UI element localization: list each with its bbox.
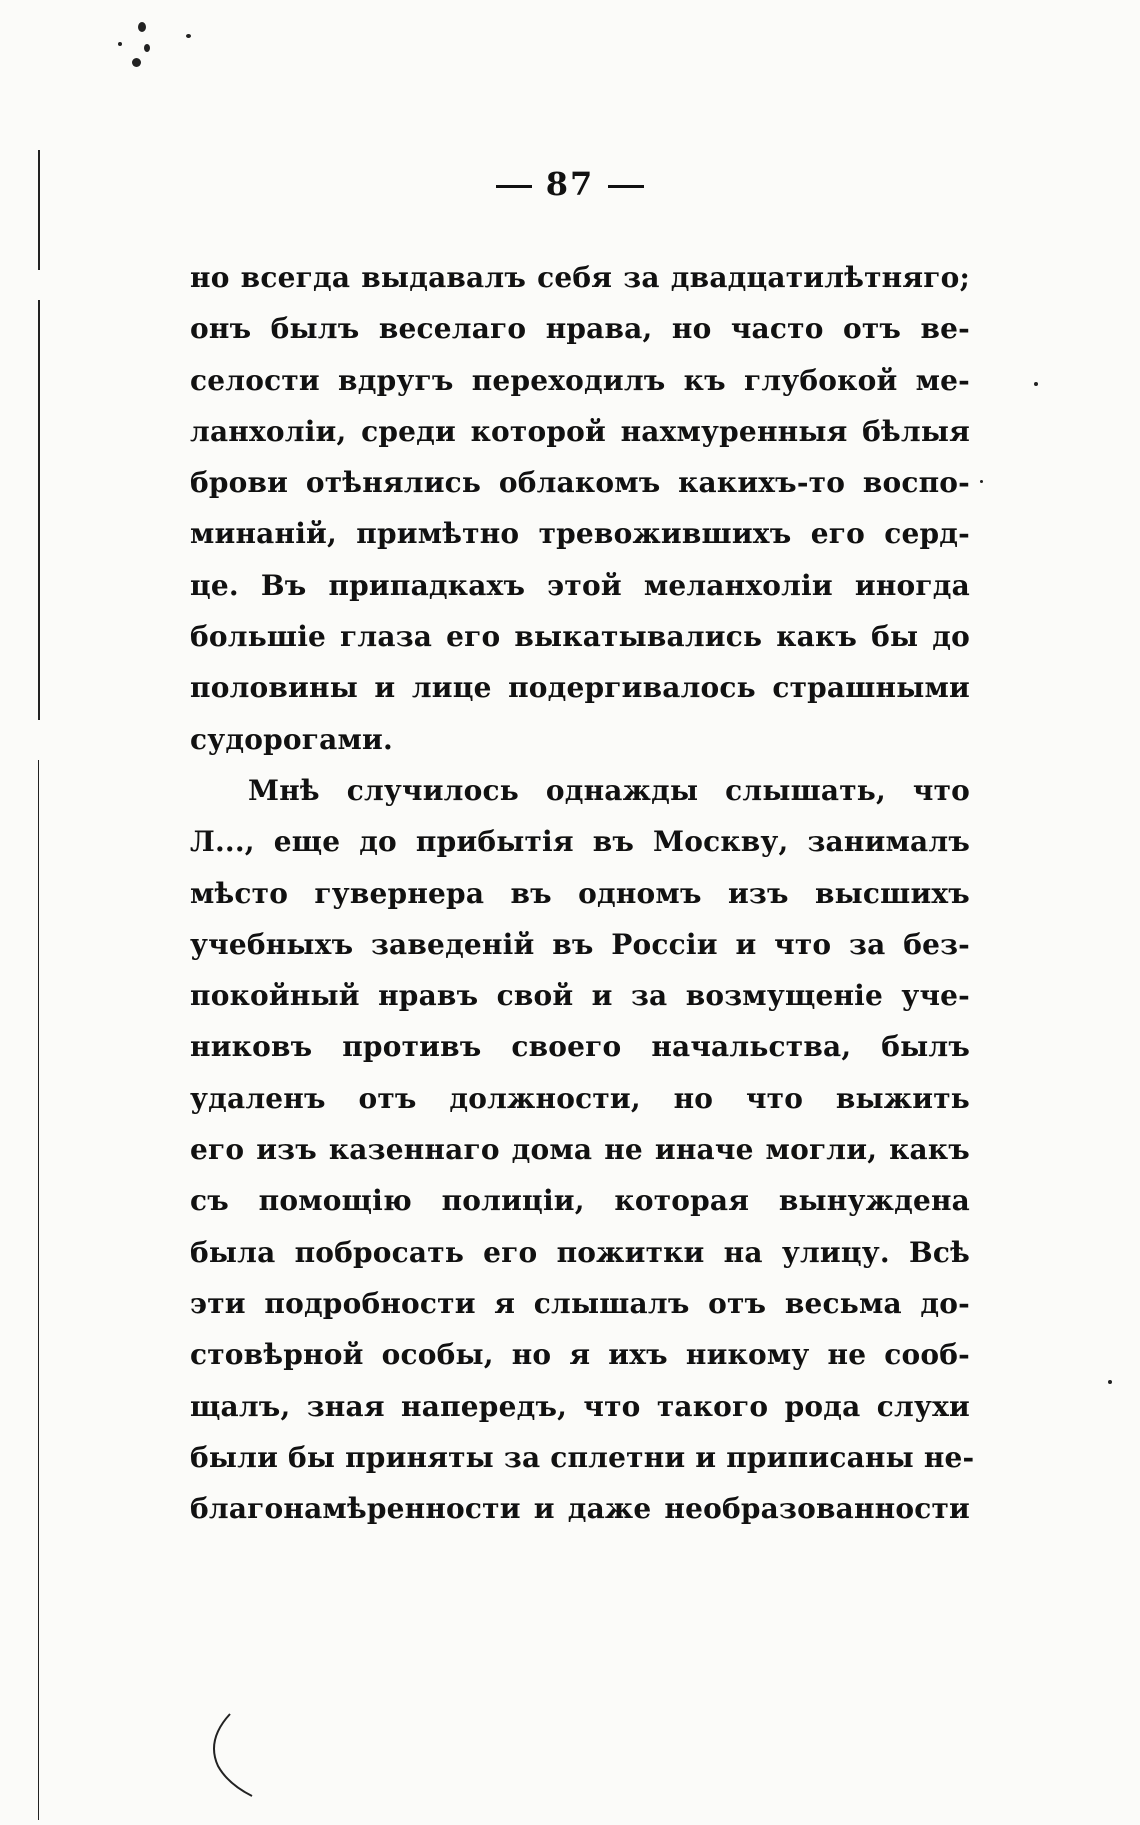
text-line: селости вдругъ переходилъ къ глубокой ме- (190, 363, 970, 397)
text-line: съ помощію полиціи, которая вынуждена (190, 1184, 970, 1218)
scan-speck (132, 58, 141, 67)
text-line: Мнѣ случилось однажды слышать, что (248, 773, 970, 807)
page-number-value: 87 (545, 165, 595, 203)
page-number-dash (608, 185, 644, 188)
text-line: мѣсто гувернера въ одномъ изъ высшихъ (190, 876, 970, 910)
scan-speck (138, 22, 146, 32)
text-line: щалъ, зная напередъ, что такого рода слухи (190, 1389, 970, 1423)
scan-speck (186, 34, 191, 38)
text-line: брови отѣнялись облакомъ какихъ-то воспо- (190, 466, 970, 500)
text-line: удаленъ отъ должности, но что выжить (190, 1081, 970, 1115)
text-line: Л..., еще до прибытія въ Москву, занималъ (190, 825, 970, 859)
page-number (0, 165, 1140, 203)
text-line: покойный нравъ свой и за возмущеніе уче- (190, 979, 970, 1013)
body-text (190, 252, 975, 1534)
scan-speck (118, 42, 122, 46)
text-line: была побросать его пожитки на улицу. Всѣ (190, 1235, 970, 1269)
scan-curve-mark (200, 1710, 270, 1800)
text-line: но всегда выдавалъ себя за двадцатилѣтняго; (190, 261, 970, 294)
text-line: эти подробности я слышалъ отъ весьма до- (190, 1286, 970, 1320)
text-line: половины и лице подергивалось страшными (190, 671, 970, 705)
text-line: онъ былъ веселаго нрава, но часто отъ ве- (190, 312, 970, 346)
text-line: были бы приняты за сплетни и приписаны не- (190, 1440, 975, 1474)
text-line: минаній, примѣтно тревожившихъ его серд- (190, 517, 970, 551)
scan-speck (1034, 382, 1038, 386)
scan-edge-line (38, 760, 39, 1820)
text-line: благонамѣренности и даже необразованности (190, 1492, 970, 1526)
text-line: судорогами. (190, 722, 393, 756)
page-number-dash (496, 185, 532, 188)
text-line: ланхоліи, среди которой нахмуренныя бѣлыя (190, 414, 970, 448)
text-line: учебныхъ заведеній въ Россіи и что за без- (190, 927, 970, 961)
text-line: стовѣрной особы, но я ихъ никому не сооб- (190, 1338, 970, 1372)
text-line: никовъ противъ своего начальства, былъ (190, 1030, 970, 1064)
scan-speck (980, 480, 983, 483)
scan-edge-line (38, 300, 40, 720)
scan-speck (1108, 1380, 1112, 1384)
scan-speck (144, 44, 150, 52)
text-line: большіе глаза его выкатывались какъ бы до (190, 620, 970, 654)
text-line: его изъ казеннаго дома не иначе могли, какъ (190, 1133, 970, 1167)
text-line: це. Въ припадкахъ этой меланхоліи иногда (190, 568, 970, 602)
